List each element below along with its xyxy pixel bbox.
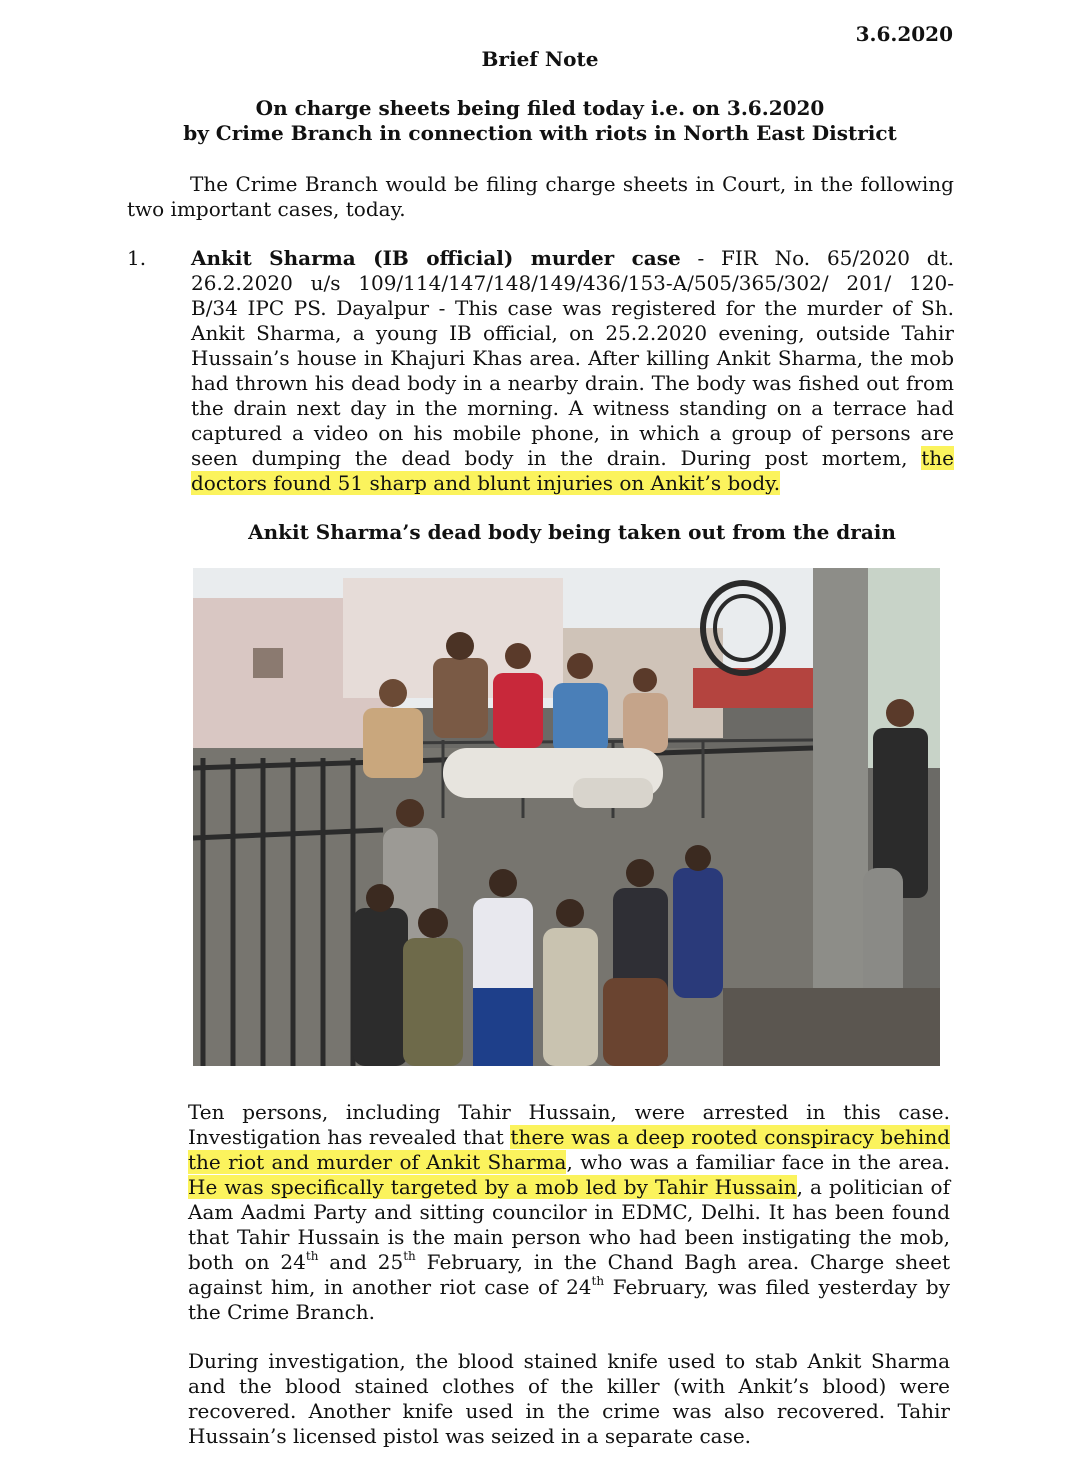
subtitle-line-1: On charge sheets being filed today i.e. on 3.6.2020: [255, 96, 825, 120]
investigation-paragraph: [188, 1100, 950, 1325]
para2-text-6: February, was filed yesterday by the Crime Branch.: [188, 1275, 950, 1324]
case-body: - FIR No. 65/2020 dt. 26.2.2020 u/s 109/114/147/148/149/436/153-A/505/365/302/ 201/ 120-B/34 IPC PS. Dayalpur - This case was registered for the murder of Sh. Ankit Sharma, a young IB official, on 25.2.2020 evening, outside Tahir Hussain’s house in Khajuri Khas area. After killing Ankit Sharma, the mob had thrown his dead body in a nearby drain. The body was fished out from the drain next day in the morning. A witness standing on a terrace had captured a video on his mobile phone, in which a group of persons are seen dumping the dead body in the drain. During post mortem,: [191, 246, 954, 470]
ordinal-suffix: th: [403, 1249, 416, 1264]
case-number: 1.: [127, 246, 147, 270]
photo-caption: Ankit Sharma’s dead body being taken out from the drain: [248, 520, 896, 544]
para2-highlight-1: there was a deep rooted conspiracy behind the riot and murder of Ankit Sharma: [188, 1125, 950, 1174]
para2-highlight-2: He was specifically targeted by a mob led by Tahir Hussain: [188, 1175, 797, 1199]
photo-illustration: [193, 568, 940, 1066]
subtitle-line-2: by Crime Branch in connection with riots in North East District: [183, 121, 897, 145]
para2-text-5: February, in the Chand Bagh area. Charge sheet against him, in another riot case of 24: [188, 1250, 950, 1299]
document-title: Brief Note: [481, 47, 599, 71]
case-heading: Ankit Sharma (IB official) murder case: [191, 246, 681, 270]
case-paragraph: [191, 246, 954, 496]
ordinal-suffix: th: [305, 1249, 319, 1264]
para2-text-4: and 25: [318, 1250, 404, 1274]
intro-paragraph: The Crime Branch would be filing charge sheets in Court, in the following two important cases, today.: [127, 172, 954, 221]
evidence-paragraph: During investigation, the blood stained knife used to stab Ankit Sharma and the blood stained clothes of the killer (with Ankit’s blood) were recovered. Another knife used in the crime was also recovered. Tahir Hussain’s licensed pistol was seized in a separate case.: [188, 1349, 950, 1448]
ordinal-suffix: th: [591, 1274, 605, 1289]
para2-text-2: , who was a familiar face in the area.: [566, 1150, 951, 1174]
document-subtitle: [0, 96, 1080, 146]
para2-text-1: Ten persons, including Tahir Hussain, were arrested in this case. Investigation has revealed that: [188, 1100, 950, 1149]
news-photo: [193, 568, 940, 1066]
case-highlight: the doctors found 51 sharp and blunt injuries on Ankit’s body.: [191, 446, 954, 495]
document-date: 3.6.2020: [855, 22, 953, 46]
para2-text-3: , a politician of Aam Aadmi Party and sitting councilor in EDMC, Delhi. It has been found that Tahir Hussain is the main person who had been instigating the mob, both on 24: [188, 1175, 950, 1274]
